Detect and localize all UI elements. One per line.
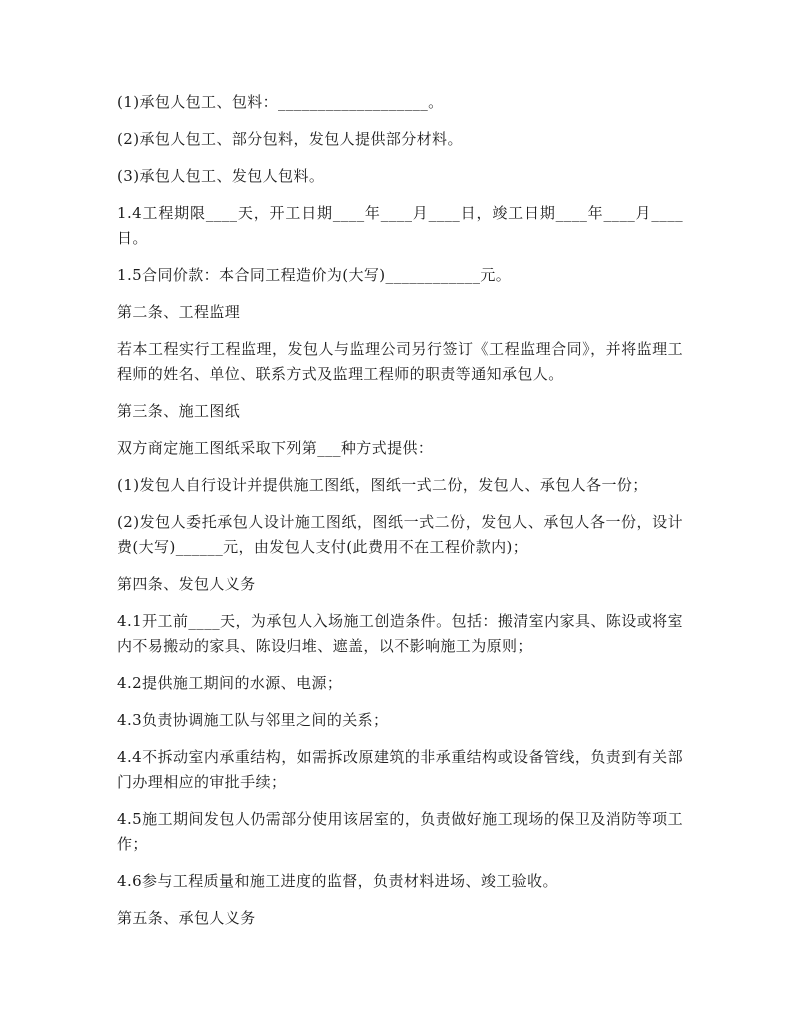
clause-4-2: 4.2提供施工期间的水源、电源； [117, 674, 343, 692]
clause-1-3-option-2: (2)承包人包工、部分包料，发包人提供部分材料。 [117, 130, 463, 148]
clause-4-6: 4.6参与工程质量和施工进度的监督，负责材料进场、竣工验收。 [117, 872, 558, 890]
article-2-heading: 第二条、工程监理 [117, 303, 241, 321]
clause-4-4: 4.4不拆动室内承重结构，如需拆改原建筑的非承重结构或设备管线，负责到有关部门办理相应的审批手续； [117, 748, 683, 791]
clause-1-4: 1.4工程期限____天，开工日期____年____月____日，竣工日期____年____月____日。 [117, 204, 683, 247]
clause-4-3: 4.3负责协调施工队与邻里之间的关系； [117, 711, 389, 729]
article-2-body: 若本工程实行工程监理，发包人与监理公司另行签订《工程监理合同》，并将监理工程师的姓名、单位、联系方式及监理工程师的职责等通知承包人。 [117, 340, 683, 383]
document-body [117, 90, 683, 943]
clause-1-5: 1.5合同价款：本合同工程造价为(大写)____________元。 [117, 266, 512, 284]
clause-4-1: 4.1开工前____天，为承包人入场施工创造条件。包括：搬清室内家具、陈设或将室内不易搬动的家具、陈设归堆、遮盖，以不影响施工为原则； [117, 612, 683, 655]
article-3-option-1: (1)发包人自行设计并提供施工图纸，图纸一式二份，发包人、承包人各一份； [117, 476, 648, 494]
article-5-heading: 第五条、承包人义务 [117, 909, 256, 927]
article-4-heading: 第四条、发包人义务 [117, 575, 256, 593]
clause-4-5: 4.5施工期间发包人仍需部分使用该居室的，负责做好施工现场的保卫及消防等项工作； [117, 810, 683, 853]
article-3-option-2: (2)发包人委托承包人设计施工图纸，图纸一式二份，发包人、承包人各一份，设计费(大写)______元，由发包人支付(此费用不在工程价款内)； [117, 513, 683, 556]
clause-1-3-option-1: (1)承包人包工、包料：___________________。 [117, 93, 444, 111]
article-3-intro: 双方商定施工图纸采取下列第___种方式提供： [117, 439, 434, 457]
clause-1-3-option-3: (3)承包人包工、发包人包料。 [117, 167, 325, 185]
article-3-heading: 第三条、施工图纸 [117, 402, 241, 420]
